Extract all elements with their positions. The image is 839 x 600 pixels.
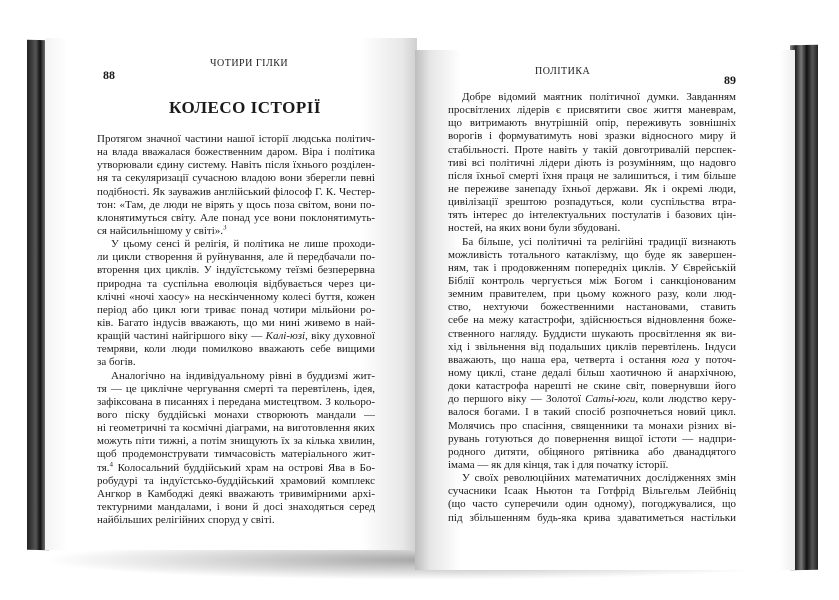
chapter-title: КОЛЕСО ІСТОРІЇ	[169, 98, 321, 117]
text-segment: ство, нехтуючи божественними настановами, ставить	[448, 301, 736, 314]
text-line	[97, 159, 375, 172]
running-head-left: ЧОТИРИ ГІЛКИ	[210, 58, 289, 69]
text-line	[97, 291, 375, 304]
text-line	[97, 370, 375, 383]
text-line	[97, 383, 375, 396]
footnote-marker: 4	[109, 461, 113, 468]
text-segment: тиві всі політичні лідери діють із розумінням, що надовго	[448, 156, 736, 169]
text-segment: робудурі та індуїстсько-буддійський храмовий комплекс	[97, 474, 375, 487]
text-segment: родного дитяти, обіцяного рятівника або дванадцятого	[448, 445, 736, 458]
text-segment: вторення цих циклів. У індуїстському теїзмі безперервна	[97, 264, 375, 277]
text-segment: , віку духовної	[305, 330, 375, 343]
text-segment: щоб продемонструвати тимчасовість матеріального жит-	[97, 448, 375, 461]
text-line	[97, 462, 375, 475]
text-line	[97, 475, 375, 488]
text-line	[97, 317, 375, 330]
text-line	[448, 433, 736, 446]
paragraph	[97, 238, 375, 369]
italic-term: юга	[671, 353, 690, 366]
text-line	[97, 186, 375, 199]
text-line	[448, 472, 736, 485]
text-line	[448, 117, 736, 130]
text-segment: ків. Багато індусів вважають, що ми нині живемо в най-	[97, 316, 375, 329]
text-line	[448, 485, 736, 498]
text-segment: тектурними мандалами, і вони й досі знаходяться серед	[97, 500, 375, 513]
text-line	[97, 343, 375, 356]
text-segment: земним правителем, при цьому кожного разу, коли люд-	[448, 288, 736, 301]
paragraph	[448, 236, 736, 473]
text-line	[448, 288, 736, 301]
text-line	[448, 157, 736, 170]
text-segment: темряви, коли люди помилково вважають себе вищими	[97, 343, 375, 356]
text-segment: , коли людство керу-	[635, 393, 736, 406]
left-page	[45, 38, 417, 550]
text-segment: період або цикл юги триває понад чотири мільйони ро-	[97, 303, 375, 316]
text-line	[97, 488, 375, 501]
text-segment: ні геометричні та космічні діаграми, на виготовлення яких	[97, 422, 375, 435]
text-segment: тять інтерес до інтелектуальних постулатів і базових цін-	[448, 209, 736, 222]
text-line	[448, 498, 736, 511]
text-line	[448, 170, 736, 183]
text-line	[97, 501, 375, 514]
text-segment: на влада вважалася божественним даром. Віра і політика	[97, 146, 375, 159]
text-line	[448, 236, 736, 249]
text-segment: утворювали єдину систему. Навіть після їхнього розділен-	[97, 159, 375, 172]
text-segment: рувань готуються до повернення вищої істоти — надпри-	[448, 432, 736, 445]
footnote-marker: 3	[223, 224, 227, 232]
text-line	[97, 435, 375, 448]
text-line	[448, 354, 736, 367]
text-line	[97, 212, 375, 225]
text-segment: тон: «Там, де люди не вірять у щось поза світом, вони по-	[97, 198, 375, 211]
text-segment: ням, так і продовженням попередніх циклів. У Єврейській	[448, 261, 736, 274]
text-segment: стабільності. Проте навіть у такій довготривалій перспек-	[448, 143, 736, 156]
text-segment: Біблії контроль чергується між Богом і санкціонованим	[448, 274, 736, 287]
text-segment: природна та суспільна еволюція відбувається через ци-	[97, 277, 375, 290]
text-line	[97, 172, 375, 185]
text-segment: після їхньої смерті їхня праця не залишиться, і тим більше	[448, 169, 736, 182]
text-line	[97, 448, 375, 461]
text-line	[97, 514, 375, 527]
text-line	[97, 278, 375, 291]
text-line	[97, 330, 375, 343]
text-segment: валося богами. І в такий спосіб розпочнеться новий цикл.	[448, 406, 736, 419]
right-page	[415, 50, 795, 570]
text-line	[448, 367, 736, 380]
text-segment: ня та секуляризації сучасною владою вони зберегли певні	[97, 172, 375, 185]
text-line	[97, 304, 375, 317]
text-line	[448, 275, 736, 288]
text-segment: під збільшенням будь-яка крива здаватиметься настільки	[448, 511, 736, 524]
text-segment: зафіксована в писаннях і передана мистецтвом. З кольоро-	[97, 395, 375, 408]
text-segment: ли цикли створення й руйнування, але й передбачали по-	[97, 251, 375, 264]
text-line	[97, 238, 375, 251]
text-segment: подібності. Як зауважив англійський філософ Г. К. Честер-	[97, 185, 375, 198]
text-line	[97, 251, 375, 264]
paragraph	[448, 91, 736, 236]
text-segment: вважають, що наша ера, четверта і остання	[448, 353, 672, 366]
text-segment: можливість тотального катаклізму, що буде як завершен-	[448, 248, 736, 261]
text-line	[97, 199, 375, 212]
text-line	[448, 209, 736, 222]
text-line	[448, 183, 736, 196]
text-segment: Добре відомий маятник політичної думки. Завданням	[462, 91, 736, 103]
text-segment: що витримають внутрішній опір, переживуть зовнішніх	[448, 117, 736, 130]
text-segment: Аналогічно на індивідуальному рівні в буддизмі жит-	[111, 369, 375, 382]
text-segment: Молячись про спасіння, священники та монахи різних ві-	[448, 419, 736, 432]
text-line	[97, 133, 375, 146]
text-line	[448, 262, 736, 275]
right-page-body	[448, 91, 736, 525]
italic-term: Калі-юзі	[265, 330, 306, 343]
text-segment: найбільших релігійних споруд у світі.	[97, 514, 275, 527]
text-line	[97, 409, 375, 422]
text-line	[448, 314, 736, 327]
text-segment: ному циклі, стане дедалі більш хаотичною й анархічною,	[448, 366, 736, 379]
text-segment: сучасники Ісаак Ньютон та Готфрід Вільгельм Лейбніц	[448, 485, 736, 498]
text-segment: у поточ-	[689, 353, 736, 366]
text-segment: за богів.	[97, 356, 136, 369]
text-line	[97, 422, 375, 435]
text-segment: тя — це циклічне чергування смерті та перевтілень, ідея,	[97, 382, 375, 395]
text-segment: себе на межу катастрофи, здійснюється відновлення боже-	[448, 314, 736, 327]
text-line	[448, 196, 736, 209]
left-page-body	[97, 133, 375, 527]
text-segment: (що часто суперечили один одному), погоджувалися, що	[448, 498, 736, 511]
text-line	[448, 104, 736, 117]
text-line	[448, 512, 736, 525]
text-segment: можуть піти тижні, а потім знищують їх за кілька хвилин,	[97, 435, 375, 448]
text-line	[448, 144, 736, 157]
page-number-right: 89	[724, 73, 736, 87]
text-line	[448, 91, 736, 104]
text-segment: ворогів і формуватимуть нові зразки відносного миру й	[448, 130, 736, 143]
page-number-left: 88	[103, 68, 115, 82]
text-line	[448, 301, 736, 314]
text-segment: У цьому сенсі й релігія, й політика не лише проходи-	[111, 238, 375, 251]
paragraph	[97, 370, 375, 528]
text-segment: імама — як для кінця, так і для початку історії.	[448, 458, 669, 471]
text-segment: кращій частині найгіршого віку —	[97, 330, 266, 343]
text-line	[97, 225, 375, 238]
text-segment: клонятимуться світу. Але понад усе вони поклонятимуть-	[97, 211, 375, 224]
text-segment: до першого віку — Золотої	[448, 393, 586, 406]
italic-term: Сатьі-юги	[585, 393, 636, 406]
text-line	[97, 146, 375, 159]
text-segment: просвітлених лідерів є присвятити своє життя маневрам,	[448, 104, 736, 117]
text-segment: Колосальний буддійський храм на острові Ява в Бо-	[112, 461, 375, 474]
text-line	[448, 222, 736, 235]
text-line	[448, 130, 736, 143]
text-segment: клічні «ночі хаосу» на нескінченному колесі буття, кожен	[97, 290, 375, 303]
text-line	[448, 328, 736, 341]
paragraph	[448, 472, 736, 525]
text-line	[448, 459, 736, 472]
text-segment: Ба більше, усі політичні та релігійні традиції визнають	[462, 235, 736, 248]
text-segment: хід і звільнення від подальших циклів перевтілень. Індуси	[448, 340, 736, 353]
text-line	[97, 356, 375, 369]
text-line	[448, 380, 736, 393]
text-line	[448, 341, 736, 354]
text-segment: тя.	[97, 461, 110, 474]
text-segment: вого піску буддійські монахи створюють мандали —	[97, 408, 375, 421]
text-segment: У своїх революційних математичних дослідженнях змін	[462, 472, 736, 485]
text-line	[448, 406, 736, 419]
text-line	[97, 396, 375, 409]
text-line	[448, 446, 736, 459]
text-segment: Ангкор в Камбоджі деякі вважають тривимірними архі-	[97, 487, 375, 500]
text-segment: ностей, на яких вони були збудовані.	[448, 222, 621, 235]
text-segment: цивілізації зрештою розпадуться, коли суспільства втра-	[448, 196, 736, 209]
text-line	[448, 393, 736, 406]
text-segment: Протягом значної частини нашої історії людська політич-	[97, 133, 375, 145]
text-line	[448, 249, 736, 262]
text-segment: доки катастрофа нарешті не скине світ, повернувши його	[448, 380, 736, 393]
text-segment: ственного нагляду. Буддисти шукають просвітлення як ви-	[448, 327, 736, 340]
running-head-right: ПОЛІТИКА	[535, 66, 591, 77]
text-segment: не переживе занепаду їхньої держави. Як і окремі люди,	[448, 182, 736, 195]
text-segment: ся найсильнішому у світі».	[97, 224, 224, 237]
text-line	[97, 264, 375, 277]
text-line	[448, 420, 736, 433]
paragraph	[97, 133, 375, 238]
